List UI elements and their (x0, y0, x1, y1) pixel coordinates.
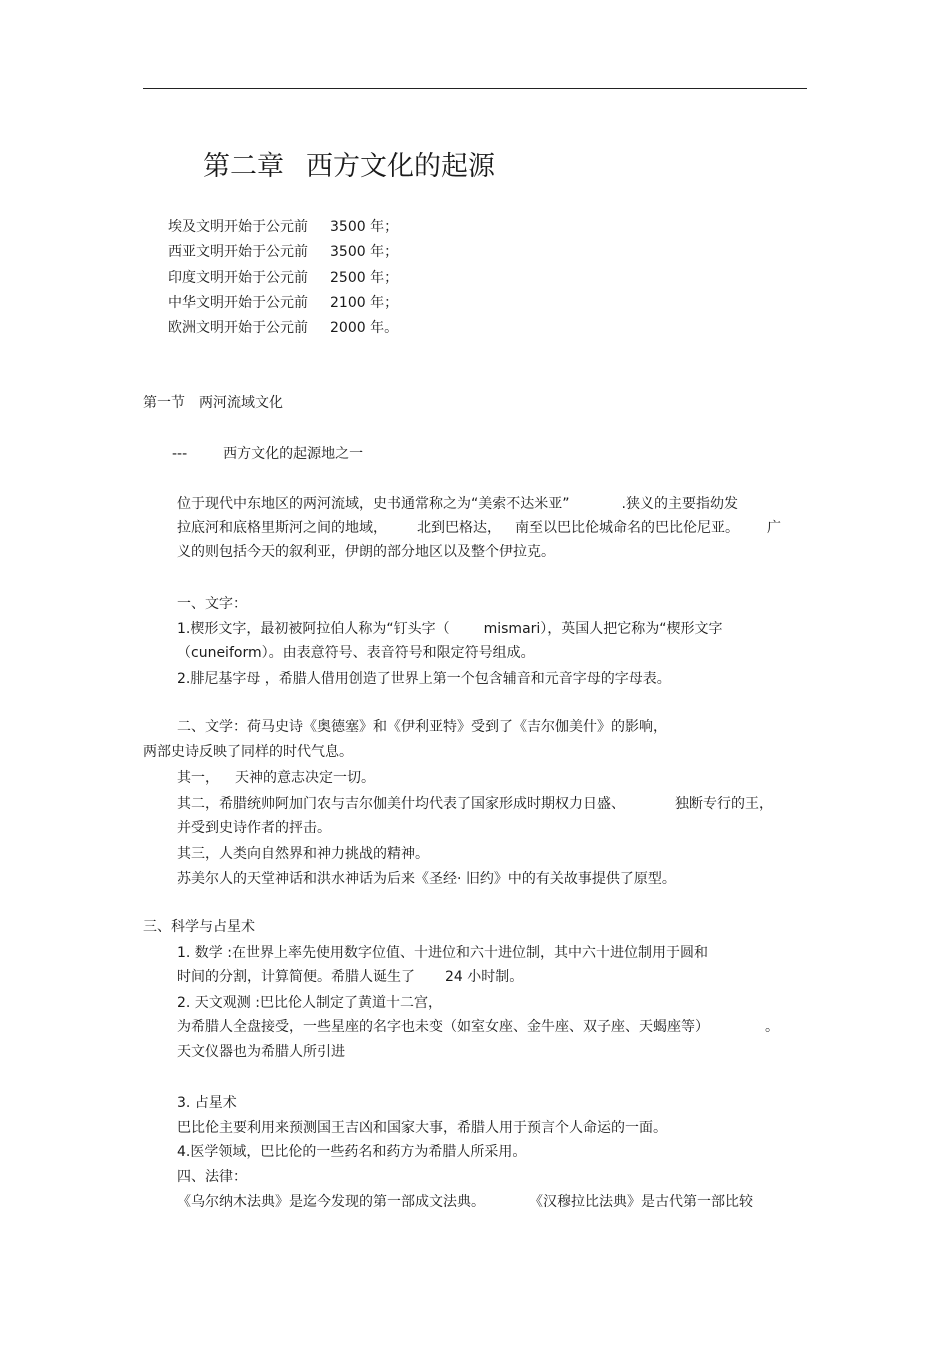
literature-text: 二、文学：荷马史诗《奥德塞》和《伊利亚特》受到了《吉尔伽美什》的影响， (177, 719, 667, 735)
section-heading: 第一节 两河流域文化 (143, 395, 283, 411)
literature-item: 其二，希腊统帅阿加门农与吉尔伽美什均代表了国家形成时期权力日盛、 独断专行的王， (177, 796, 773, 812)
astrology-heading: 3. 占星术 (177, 1095, 237, 1111)
literature-text: 两部史诗反映了同样的时代气息。 (143, 744, 353, 760)
science-text: 天文仪器也为希腊人所引进 (177, 1044, 345, 1060)
science-text: 时间的分割，计算简便。希腊人诞生了 24 小时制。 (177, 969, 524, 985)
header-rule (143, 88, 807, 89)
law-heading: 四、法律： (177, 1169, 247, 1185)
writing-text: 1.楔形文字，最初被阿拉伯人称为“钉头字（ mismari），英国人把它称为“楔形文字 (177, 621, 723, 637)
intro-paragraph: 拉底河和底格里斯河之间的地域， 北到巴格达， 南至以巴比伦城命名的巴比伦尼亚。 广 (177, 520, 781, 536)
intro-paragraph: 义的则包括今天的叙利亚，伊朗的部分地区以及整个伊拉克。 (177, 544, 555, 560)
civ-row: 中华文明开始于公元前 2100 年； (168, 295, 399, 311)
section-subtitle: --- 西方文化的起源地之一 (172, 446, 364, 462)
science-text: 2. 天文观测 :巴比伦人制定了黄道十二宫， (177, 995, 442, 1011)
civ-row: 埃及文明开始于公元前 3500 年； (168, 219, 399, 235)
literature-item: 苏美尔人的天堂神话和洪水神话为后来《圣经· 旧约》中的有关故事提供了原型。 (177, 871, 676, 887)
chapter-title: 第二章 西方文化的起源 (203, 151, 495, 182)
science-text: 为希腊人全盘接受，一些星座的名字也未变（如室女座、金牛座、双子座、天蝎座等） 。 (177, 1019, 779, 1035)
literature-item: 并受到史诗作者的抨击。 (177, 820, 331, 836)
writing-heading: 一、文字： (177, 596, 247, 612)
civ-row: 西亚文明开始于公元前 3500 年； (168, 244, 399, 260)
civ-row: 印度文明开始于公元前 2500 年； (168, 270, 399, 286)
law-text: 《乌尔纳木法典》是迄今发现的第一部成文法典。 《汉穆拉比法典》是古代第一部比较 (177, 1194, 753, 1210)
civ-row: 欧洲文明开始于公元前 2000 年。 (168, 320, 399, 336)
intro-paragraph: 位于现代中东地区的两河流域，史书通常称之为“美索不达米亚” .狭义的主要指幼发 (177, 496, 738, 512)
writing-text: （cuneiform）。由表意符号、表音符号和限定符号组成。 (177, 645, 535, 661)
science-text: 巴比伦主要利用来预测国王吉凶和国家大事，希腊人用于预言个人命运的一面。 (177, 1120, 667, 1136)
writing-text: 2.腓尼基字母 ，希腊人借用创造了世界上第一个包含辅音和元音字母的字母表。 (177, 671, 671, 687)
science-text: 4.医学领域，巴比伦的一些药名和药方为希腊人所采用。 (177, 1144, 527, 1160)
literature-item: 其三，人类向自然界和神力挑战的精神。 (177, 846, 429, 862)
science-heading: 三、科学与占星术 (143, 919, 255, 935)
literature-item: 其一， 天神的意志决定一切。 (177, 770, 375, 786)
science-text: 1. 数学 :在世界上率先使用数字位值、十进位和六十进位制，其中六十进位制用于圆和 (177, 945, 708, 961)
